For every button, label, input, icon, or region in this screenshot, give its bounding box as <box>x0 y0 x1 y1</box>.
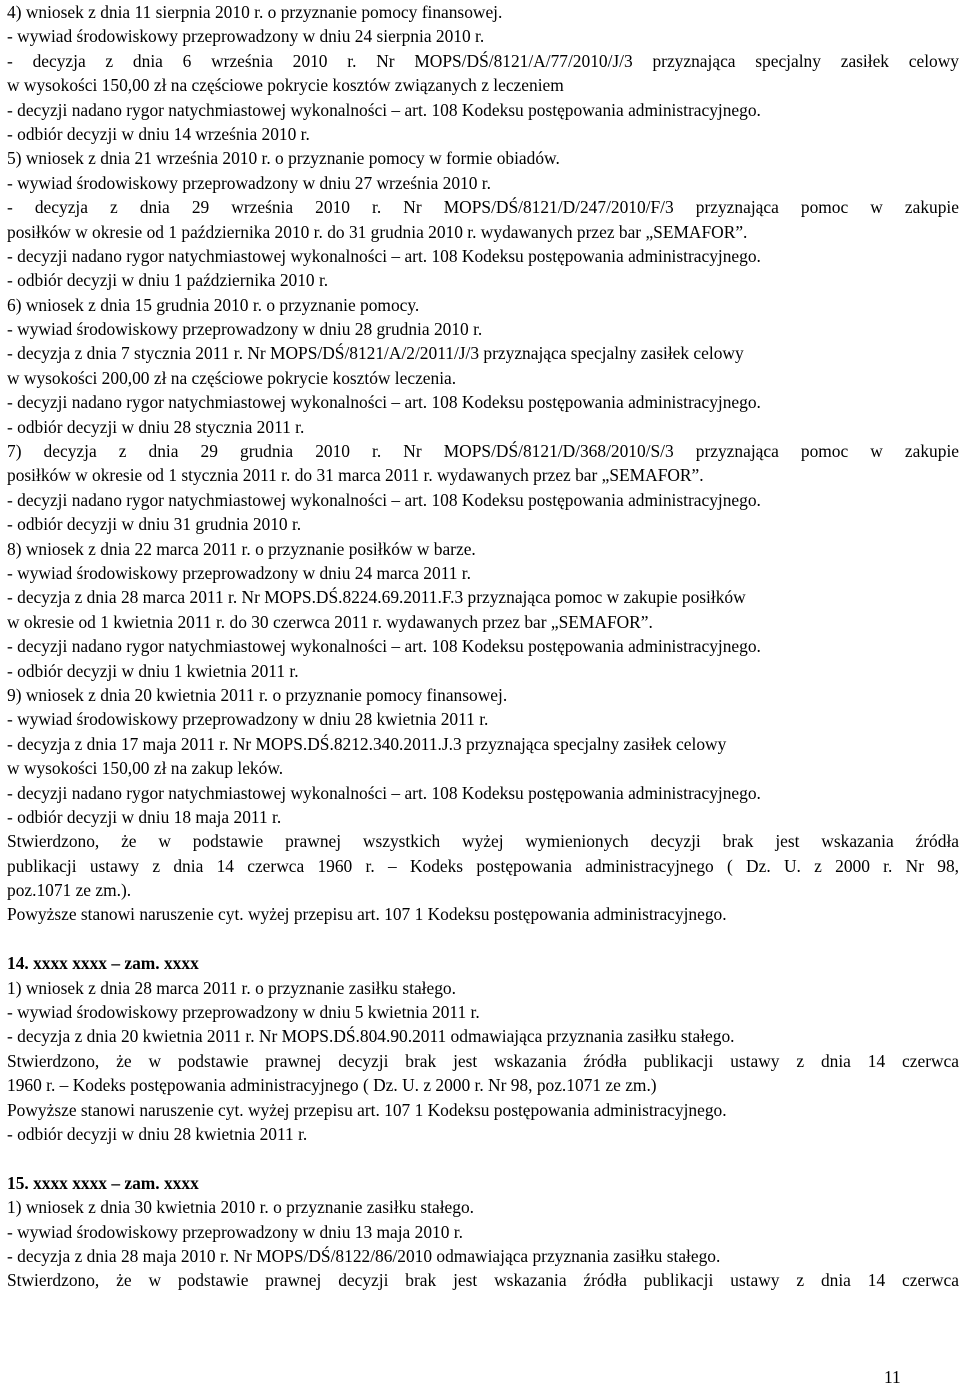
blank-line <box>7 927 959 951</box>
text-line: 1) wniosek z dnia 30 kwietnia 2010 r. o przyznanie zasiłku stałego. <box>7 1197 475 1218</box>
text-line: - odbiór decyzji w dniu 28 stycznia 2011 r. <box>7 416 305 437</box>
text-line: - wywiad środowiskowy przeprowadzony w dniu 28 kwietnia 2011 r. <box>7 709 489 730</box>
text-line: Stwierdzono, że w podstawie prawnej decyzji brak jest wskazania źródła publikacji ustawy z dnia 14 czerwca <box>7 1270 959 1291</box>
text-line: - wywiad środowiskowy przeprowadzony w dniu 28 grudnia 2010 r. <box>7 319 483 340</box>
text-line: 1) wniosek z dnia 28 marca 2011 r. o przyznanie zasiłku stałego. <box>7 977 456 998</box>
text-line: - decyzja z dnia 28 maja 2010 r. Nr MOPS/DŚ/8122/86/2010 odmawiająca przyznania zasiłku stałego. <box>7 1245 721 1266</box>
text-line: w wysokości 150,00 zł na częściowe pokrycie kosztów związanych z leczeniem <box>7 75 564 96</box>
text-line: - decyzji nadano rygor natychmiastowej wykonalności – art. 108 Kodeksu postępowania administracyjnego. <box>7 99 761 120</box>
text-line: 8) wniosek z dnia 22 marca 2011 r. o przyznanie posiłków w barze. <box>7 538 476 559</box>
page-number: 11 <box>884 1367 901 1387</box>
text-line: - decyzji nadano rygor natychmiastowej wykonalności – art. 108 Kodeksu postępowania administracyjnego. <box>7 636 761 657</box>
section-heading-15: 15. xxxx xxxx – zam. xxxx <box>7 1172 199 1193</box>
text-line: - odbiór decyzji w dniu 14 września 2010 r. <box>7 123 310 144</box>
text-line: 9) wniosek z dnia 20 kwietnia 2011 r. o przyznanie pomocy finansowej. <box>7 684 508 705</box>
text-line: 5) wniosek z dnia 21 września 2010 r. o przyznanie pomocy w formie obiadów. <box>7 148 560 169</box>
text-line: Powyższe stanowi naruszenie cyt. wyżej przepisu art. 107 1 Kodeksu postępowania administracyjnego. <box>7 1099 727 1120</box>
text-line: - odbiór decyzji w dniu 1 kwietnia 2011 r. <box>7 660 299 681</box>
text-line: 7) decyzja z dnia 29 grudnia 2010 r. Nr MOPS/DŚ/8121/D/368/2010/S/3 przyznająca pomoc w zakupie <box>7 441 959 462</box>
text-line: - odbiór decyzji w dniu 28 kwietnia 2011 r. <box>7 1123 308 1144</box>
section-heading-14: 14. xxxx xxxx – zam. xxxx <box>7 953 199 974</box>
text-line: - odbiór decyzji w dniu 18 maja 2011 r. <box>7 806 282 827</box>
text-line: - wywiad środowiskowy przeprowadzony w dniu 27 września 2010 r. <box>7 172 491 193</box>
text-line: - decyzja z dnia 6 września 2010 r. Nr MOPS/DŚ/8121/A/77/2010/J/3 przyznająca specjalny zasiłek celowy <box>7 50 959 71</box>
text-line: - odbiór decyzji w dniu 1 października 2010 r. <box>7 270 329 291</box>
text-line: Powyższe stanowi naruszenie cyt. wyżej przepisu art. 107 1 Kodeksu postępowania administracyjnego. <box>7 904 727 925</box>
text-line: - decyzji nadano rygor natychmiastowej wykonalności – art. 108 Kodeksu postępowania administracyjnego. <box>7 489 761 510</box>
document-body <box>7 0 959 1293</box>
text-line: posiłków w okresie od 1 stycznia 2011 r. do 31 marca 2011 r. wydawanych przez bar „SEMAFOR”. <box>7 465 704 486</box>
text-line: poz.1071 ze zm.). <box>7 880 132 901</box>
blank-line <box>7 1146 959 1170</box>
text-line: 4) wniosek z dnia 11 sierpnia 2010 r. o przyznanie pomocy finansowej. <box>7 2 503 22</box>
text-line: publikacji ustawy z dnia 14 czerwca 1960 r. – Kodeks postępowania administracyjnego ( Dz. U. z 2000 r. Nr 98, <box>7 855 959 876</box>
text-line: - wywiad środowiskowy przeprowadzony w dniu 24 sierpnia 2010 r. <box>7 26 485 47</box>
text-line: Stwierdzono, że w podstawie prawnej wszystkich wyżej wymienionych decyzji brak jest wskazania źródła <box>7 831 959 852</box>
text-line: w okresie od 1 kwietnia 2011 r. do 30 czerwca 2011 r. wydawanych przez bar „SEMAFOR”. <box>7 611 653 632</box>
text-line: - odbiór decyzji w dniu 31 grudnia 2010 r. <box>7 514 302 535</box>
text-line: - decyzji nadano rygor natychmiastowej wykonalności – art. 108 Kodeksu postępowania administracyjnego. <box>7 782 761 803</box>
text-line: Stwierdzono, że w podstawie prawnej decyzji brak jest wskazania źródła publikacji ustawy z dnia 14 czerwca <box>7 1050 959 1071</box>
text-line: - decyzja z dnia 20 kwietnia 2011 r. Nr MOPS.DŚ.804.90.2011 odmawiająca przyznania zasiłku stałego. <box>7 1026 735 1047</box>
text-line: - decyzja z dnia 7 stycznia 2011 r. Nr MOPS/DŚ/8121/A/2/2011/J/3 przyznająca specjalny zasiłek celowy <box>7 343 744 364</box>
text-line: - wywiad środowiskowy przeprowadzony w dniu 24 marca 2011 r. <box>7 562 471 583</box>
text-line: - wywiad środowiskowy przeprowadzony w dniu 5 kwietnia 2011 r. <box>7 1002 480 1023</box>
text-line: 1960 r. – Kodeks postępowania administracyjnego ( Dz. U. z 2000 r. Nr 98, poz.1071 ze zm.) <box>7 1075 657 1096</box>
text-line: 6) wniosek z dnia 15 grudnia 2010 r. o przyznanie pomocy. <box>7 294 420 315</box>
text-line: - wywiad środowiskowy przeprowadzony w dniu 13 maja 2010 r. <box>7 1221 463 1242</box>
text-line: - decyzji nadano rygor natychmiastowej wykonalności – art. 108 Kodeksu postępowania administracyjnego. <box>7 245 761 266</box>
text-line: w wysokości 150,00 zł na zakup leków. <box>7 758 284 779</box>
text-line: - decyzja z dnia 17 maja 2011 r. Nr MOPS.DŚ.8212.340.2011.J.3 przyznająca specjalny zasiłek celowy <box>7 733 727 754</box>
text-line: - decyzja z dnia 29 września 2010 r. Nr MOPS/DŚ/8121/D/247/2010/F/3 przyznająca pomoc w zakupie <box>7 197 959 218</box>
text-line: - decyzji nadano rygor natychmiastowej wykonalności – art. 108 Kodeksu postępowania administracyjnego. <box>7 392 761 413</box>
text-line: - decyzja z dnia 28 marca 2011 r. Nr MOPS.DŚ.8224.69.2011.F.3 przyznająca pomoc w zakupie posiłków <box>7 587 746 608</box>
text-line: posiłków w okresie od 1 października 2010 r. do 31 grudnia 2010 r. wydawanych przez bar „SEMAFOR”. <box>7 221 748 242</box>
text-line: w wysokości 200,00 zł na częściowe pokrycie kosztów leczenia. <box>7 367 457 388</box>
